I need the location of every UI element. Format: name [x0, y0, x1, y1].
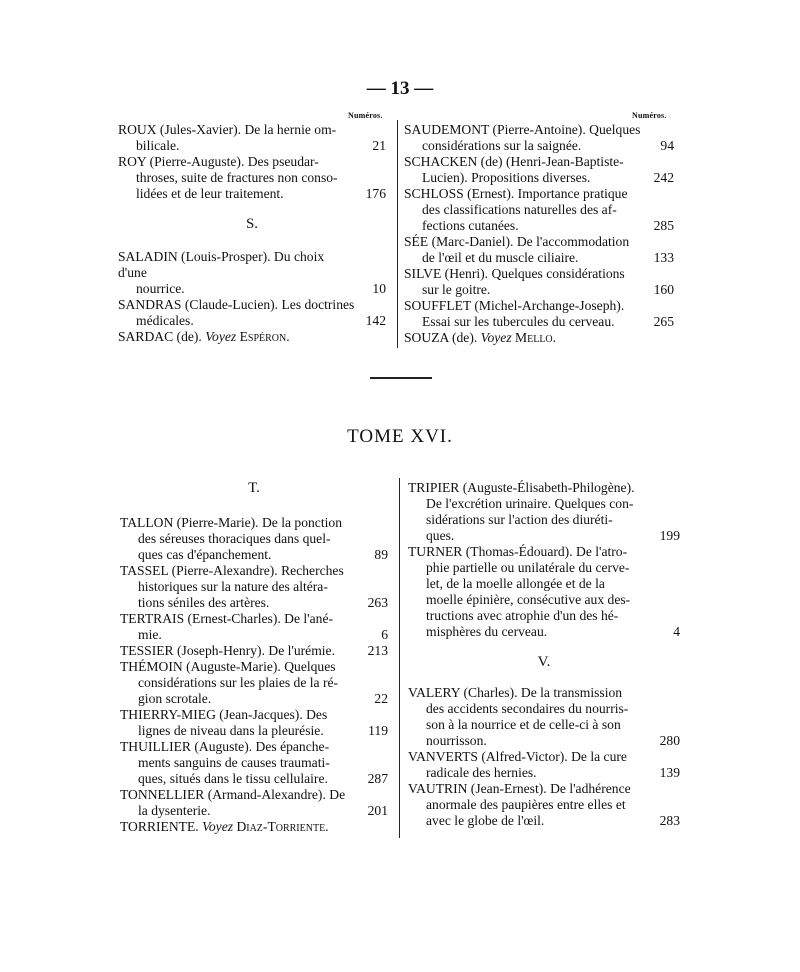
entry-number: 280 — [659, 733, 680, 748]
entry-line: let, de la moelle allongée et de la — [426, 576, 605, 591]
index-entry — [408, 781, 680, 829]
entry-number: 89 — [374, 547, 388, 562]
entry-line: sidérations sur l'action des diuréti- — [426, 512, 613, 527]
entry-line: VANVERTS (Alfred-Victor). De la cure — [408, 749, 627, 764]
section-letter-t: T. — [248, 480, 260, 496]
entry-line: SILVE (Henri). Quelques considérations — [404, 266, 625, 281]
index-entry — [120, 563, 388, 611]
index-entry — [408, 480, 680, 544]
section-letter-s: S. — [245, 216, 259, 232]
bottom-left-column — [120, 480, 388, 835]
section-letter-v: V. — [537, 654, 551, 670]
entry-number: 133 — [653, 250, 674, 265]
voyez-label: Voyez — [202, 819, 234, 834]
entry-number: 287 — [367, 771, 388, 786]
entry-line: SOUFFLET (Michel-Archange-Joseph). — [404, 298, 625, 313]
entry-line: TASSEL (Pierre-Alexandre). Recherches — [120, 563, 344, 578]
entry-line: des accidents secondaires du nourris- — [426, 701, 629, 716]
entry-line: SÉE (Marc-Daniel). De l'accommodation — [404, 234, 630, 249]
cross-reference: Mello. — [515, 330, 557, 345]
entry-line: TESSIER (Joseph-Henry). De l'urémie. — [120, 643, 335, 658]
entry-line: radicale des hernies. — [426, 765, 537, 780]
top-left-entries — [118, 122, 386, 202]
entry-line: ques. — [426, 528, 455, 543]
entry-number: 199 — [659, 528, 680, 543]
entry-line: SCHACKEN (de) (Henri-Jean-Baptiste- — [404, 154, 624, 169]
entry-number: 94 — [660, 138, 674, 153]
entry-line: considérations sur les plaies de la ré- — [138, 675, 339, 690]
entry-line: VAUTRIN (Jean-Ernest). De l'adhérence — [408, 781, 631, 796]
index-entry — [404, 298, 674, 330]
index-entry-torriente — [120, 819, 388, 835]
index-entry — [120, 707, 388, 739]
entry-line: VALERY (Charles). De la transmission — [408, 685, 623, 700]
entry-line: misphères du cerveau. — [426, 624, 548, 639]
entry-line: médicales. — [136, 313, 194, 328]
index-entry — [404, 266, 674, 298]
voyez-label: Voyez — [480, 330, 512, 345]
numeros-label-right: Numéros. — [632, 111, 667, 120]
entry-line: son à la nourrice et de celle-ci à son — [426, 717, 621, 732]
entry-line: avec le globe de l'œil. — [426, 813, 545, 828]
entry-line: ments sanguins de causes traumati- — [138, 755, 330, 770]
entry-number: 119 — [368, 723, 388, 738]
top-right-entries — [404, 122, 674, 330]
entry-number: 265 — [653, 314, 674, 329]
top-left-entries-after — [118, 249, 386, 329]
index-entry — [118, 249, 386, 297]
entry-line: throses, suite de fractures non conso- — [136, 170, 338, 185]
entry-line: TERTRAIS (Ernest-Charles). De l'ané- — [120, 611, 334, 626]
index-entry — [120, 515, 388, 563]
bottom-right-entries-after — [408, 685, 680, 829]
entry-line: bilicale. — [136, 138, 180, 153]
entry-line: lignes de niveau dans la pleurésie. — [138, 723, 324, 738]
bottom-right-column — [408, 480, 680, 829]
cross-reference: Espéron. — [239, 329, 290, 344]
entry-line: TALLON (Pierre-Marie). De la ponction — [120, 515, 342, 530]
voyez-label: Voyez — [205, 329, 237, 344]
entry-number: 201 — [367, 803, 388, 818]
entry-line: THIERRY-MIEG (Jean-Jacques). Des — [120, 707, 328, 722]
index-entry — [404, 234, 674, 266]
entry-line: ROUX (Jules-Xavier). De la hernie om- — [118, 122, 337, 137]
entry-line: tions séniles des artères. — [138, 595, 270, 610]
entry-number: 242 — [653, 170, 674, 185]
entry-line: des séreuses thoraciques dans quel- — [138, 531, 331, 546]
index-entry-sardac — [118, 329, 386, 345]
entry-line: gion scrotale. — [138, 691, 212, 706]
entry-number: 283 — [659, 813, 680, 828]
entry-name: TORRIENTE. — [120, 819, 199, 834]
entry-line: fections cutanées. — [422, 218, 519, 233]
entry-line: moelle épinière, consécutive aux des- — [426, 592, 631, 607]
entry-line: THUILLIER (Auguste). Des épanche- — [120, 739, 330, 754]
entry-line: SALADIN (Louis-Prosper). Du choix d'une — [118, 249, 325, 280]
entry-line: ques cas d'épanchement. — [138, 547, 272, 562]
entry-name: SARDAC (de). — [118, 329, 202, 344]
index-entry — [120, 643, 388, 659]
separator-rule — [370, 377, 432, 379]
entry-number: 6 — [381, 627, 388, 642]
numeros-label-left: Numéros. — [348, 111, 383, 120]
entry-line: lidées et de leur traitement. — [136, 186, 284, 201]
index-entry — [404, 122, 674, 154]
entry-line: TRIPIER (Auguste-Élisabeth-Philogène). — [408, 480, 635, 495]
bottom-left-entries — [120, 515, 388, 819]
entry-number: 285 — [653, 218, 674, 233]
entry-line: mie. — [138, 627, 162, 642]
entry-line: Essai sur les tubercules du cerveau. — [422, 314, 615, 329]
entry-number: 22 — [374, 691, 388, 706]
entry-number: 139 — [659, 765, 680, 780]
entry-number: 160 — [653, 282, 674, 297]
entry-number: 10 — [372, 281, 386, 296]
entry-number: 263 — [367, 595, 388, 610]
entry-line: SCHLOSS (Ernest). Importance pratique — [404, 186, 628, 201]
entry-line: ques, situés dans le tissu cellulaire. — [138, 771, 328, 786]
entry-number: 142 — [365, 313, 386, 328]
index-entry — [120, 659, 388, 707]
top-right-column — [404, 122, 674, 346]
page-number: — 13 — — [366, 78, 434, 99]
index-entry-souza — [404, 330, 674, 346]
entry-number: 4 — [673, 624, 680, 639]
index-entry — [404, 186, 674, 234]
entry-number: 21 — [372, 138, 386, 153]
entry-line: De l'excrétion urinaire. Quelques con- — [426, 496, 634, 511]
entry-name: SOUZA (de). — [404, 330, 478, 345]
index-entry — [408, 544, 680, 640]
entry-line: TONNELLIER (Armand-Alexandre). De — [120, 787, 346, 802]
entry-line: de l'œil et du muscle ciliaire. — [422, 250, 579, 265]
index-entry — [120, 787, 388, 819]
entry-line: sur le goitre. — [422, 282, 491, 297]
entry-line: SANDRAS (Claude-Lucien). Les doctrines — [118, 297, 355, 312]
bottom-right-entries — [408, 480, 680, 640]
cross-reference: Diaz-Torriente. — [236, 819, 329, 834]
entry-line: des classifications naturelles des af- — [422, 202, 617, 217]
column-divider-top — [397, 120, 398, 348]
entry-line: tructions avec atrophie d'un des hé- — [426, 608, 619, 623]
entry-line: nourrice. — [136, 281, 185, 296]
entry-line: Lucien). Propositions diverses. — [422, 170, 591, 185]
entry-line: la dysenterie. — [138, 803, 211, 818]
top-left-column — [118, 122, 386, 345]
index-entry — [118, 154, 386, 202]
entry-line: ROY (Pierre-Auguste). Des pseudar- — [118, 154, 319, 169]
column-divider-bottom — [399, 478, 400, 838]
index-entry — [408, 749, 680, 781]
entry-line: THÉMOIN (Auguste-Marie). Quelques — [120, 659, 336, 674]
entry-number: 176 — [365, 186, 386, 201]
index-entry — [118, 297, 386, 329]
entry-line: considérations sur la saignée. — [422, 138, 582, 153]
entry-line: TURNER (Thomas-Édouard). De l'atro- — [408, 544, 628, 559]
index-entry — [120, 611, 388, 643]
entry-number: 213 — [367, 643, 388, 658]
entry-line: phie partielle ou unilatérale du cerve- — [426, 560, 630, 575]
entry-line: anormale des paupières entre elles et — [426, 797, 626, 812]
index-entry — [120, 739, 388, 787]
tome-heading: TOME XVI. — [347, 426, 453, 447]
index-entry — [404, 154, 674, 186]
entry-line: SAUDEMONT (Pierre-Antoine). Quelques — [404, 122, 641, 137]
entry-line: nourrisson. — [426, 733, 487, 748]
entry-line: historiques sur la nature des altéra- — [138, 579, 328, 594]
index-entry — [408, 685, 680, 749]
index-entry — [118, 122, 386, 154]
